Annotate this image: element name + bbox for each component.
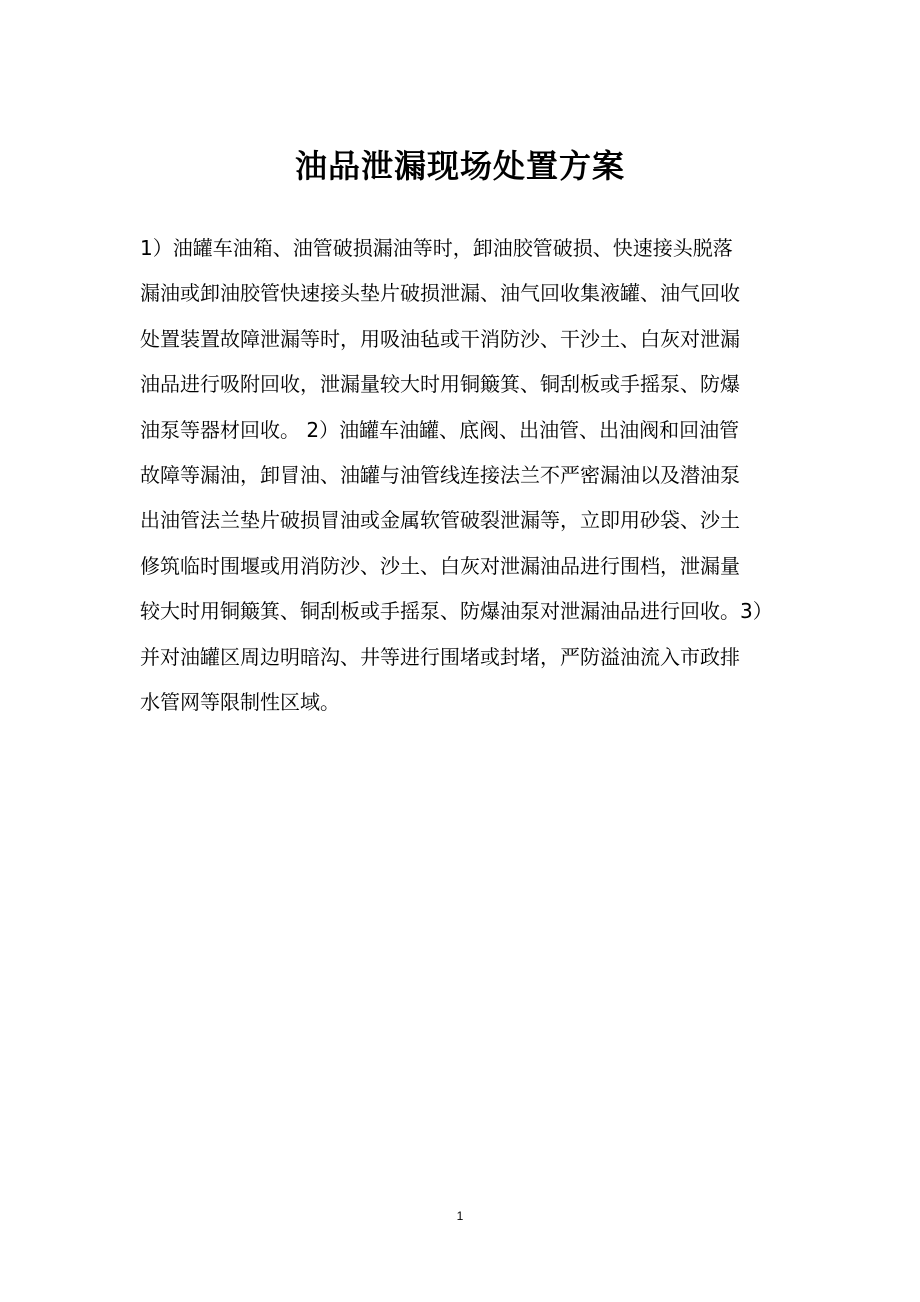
text-line: 并对油罐区周边明暗沟、井等进行围堵或封堵，严防溢油流入市政排 (140, 644, 740, 669)
text-line: 处置装置故障泄漏等时，用吸油毡或干消防沙、干沙土、白灰对泄漏 (140, 326, 740, 351)
text-line: 漏油或卸油胶管快速接头垫片破损泄漏、油气回收集液罐、油气回收 (140, 281, 740, 306)
body-paragraph (140, 226, 800, 725)
document-title: 油品泄漏现场处置方案 (294, 147, 625, 185)
page-number: 1 (456, 1209, 464, 1223)
text-line: 1）油罐车油箱、油管破损漏油等时，卸油胶管破损、快速接头脱落 (140, 236, 733, 260)
text-line: 水管网等限制性区域。 (140, 689, 340, 714)
text-line: 较大时用铜簸箕、铜刮板或手摇泵、防爆油泵对泄漏油品进行回收。3） (140, 599, 773, 624)
text-line: 油泵等器材回收。 2）油罐车油罐、底阀、出油管、出油阀和回油管 (140, 417, 740, 442)
text-line: 故障等漏油，卸冒油、油罐与油管线连接法兰不严密漏油以及潜油泵 (140, 462, 740, 487)
text-line: 油品进行吸附回收，泄漏量较大时用铜簸箕、铜刮板或手摇泵、防爆 (140, 372, 740, 397)
text-line: 修筑临时围堰或用消防沙、沙土、白灰对泄漏油品进行围档，泄漏量 (140, 553, 740, 578)
text-line: 出油管法兰垫片破损冒油或金属软管破裂泄漏等，立即用砂袋、沙土 (140, 508, 740, 533)
